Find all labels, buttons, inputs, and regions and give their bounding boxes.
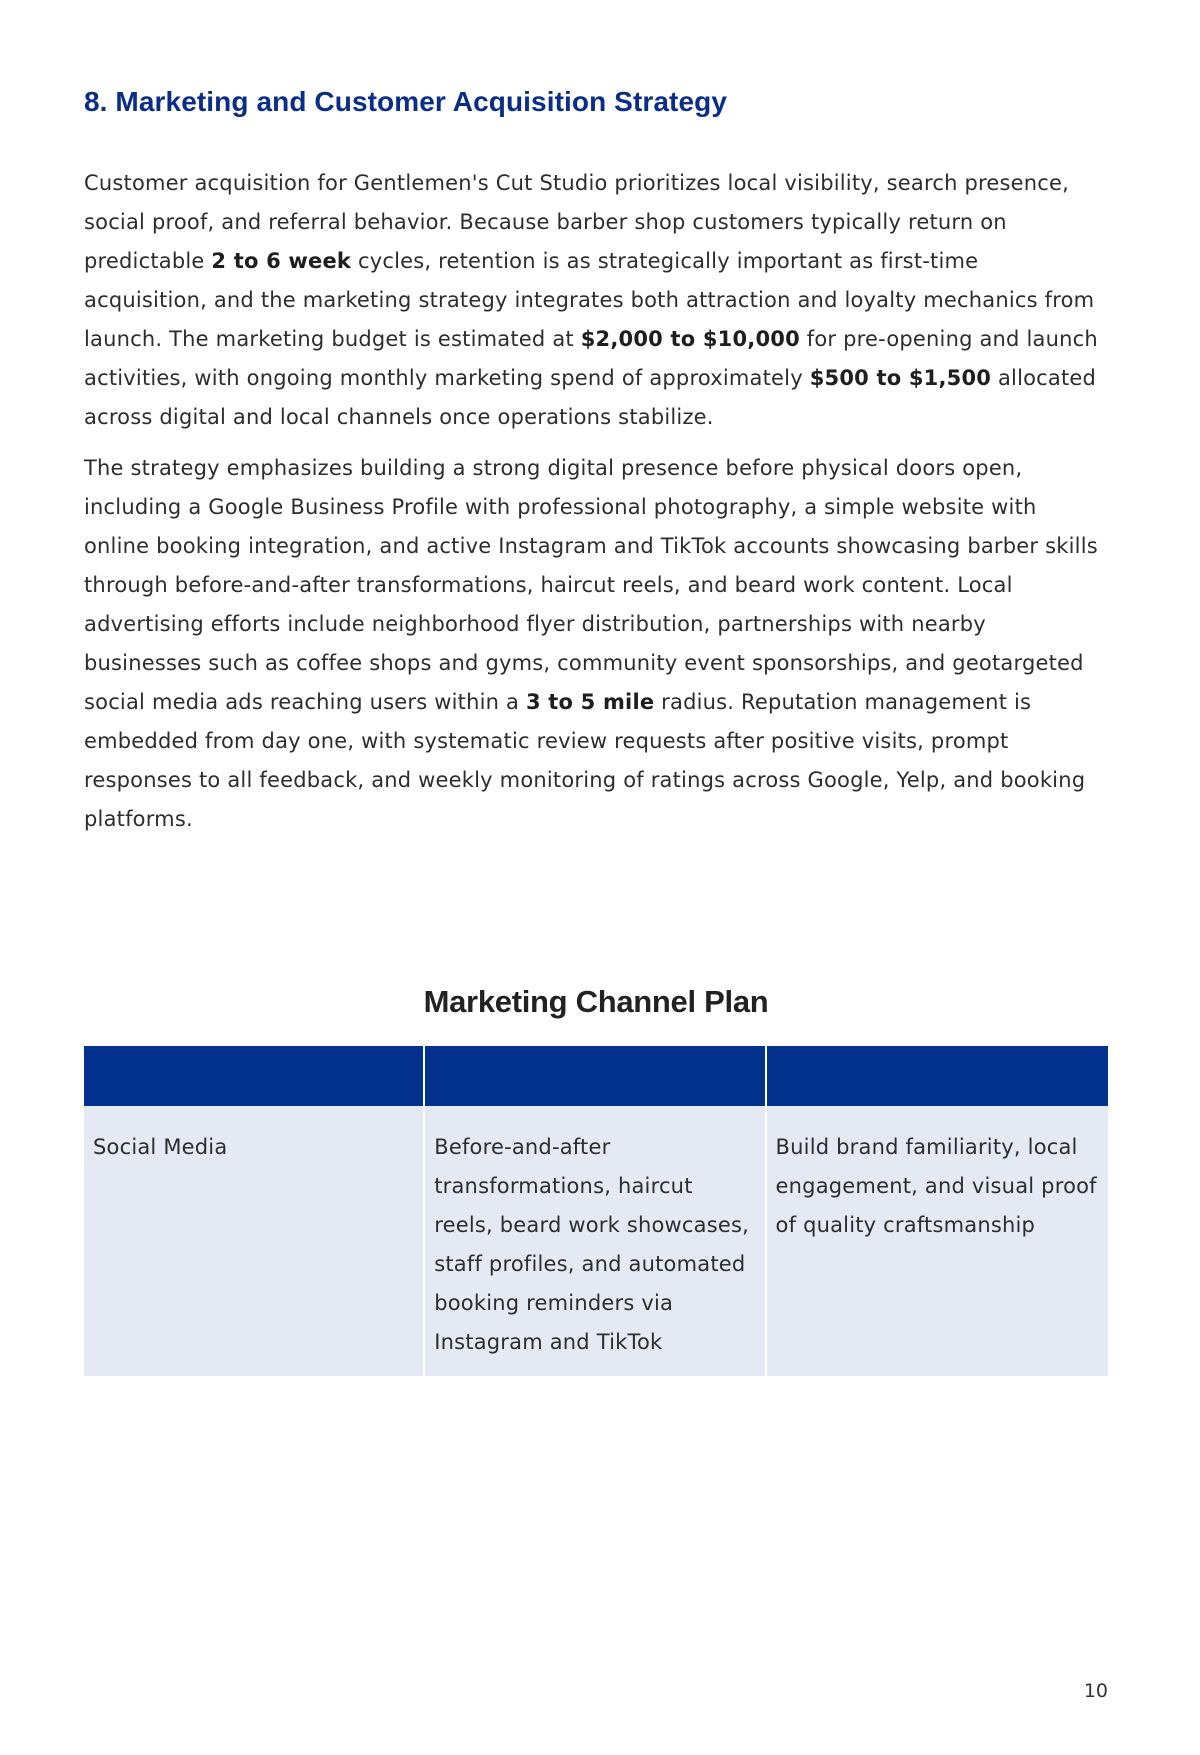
header-cell-2	[424, 1046, 765, 1106]
paragraph-1: Customer acquisition for Gentlemen's Cut Studio prioritizes local visibility, search presence, social proof, and referral behavior. Because barber shop customers typically return on predictable 2 to 6 week cycles, retention is as strategically important as first-time acquisition, and the marketing strategy integrates both attraction and loyalty mechanics from launch. The marketing budget is estimated at $2,000 to $10,000 for pre-opening and launch activities, with ongoing monthly marketing spend of approximately $500 to $1,500 allocated across digital and local channels once operations stabilize.	[84, 171, 1098, 429]
emphasis-text: 3 to 5 mile	[525, 690, 655, 714]
page-number: 10	[1083, 1680, 1108, 1702]
channel-cell: Social Media	[84, 1106, 424, 1376]
objective-cell: Build brand familiarity, local engagement, and visual proof of quality craftsmanship	[766, 1106, 1108, 1376]
header-cell-1	[84, 1046, 424, 1106]
tactics-cell: Before-and-after transformations, haircut reels, beard work showcases, staff profiles, and automated booking reminders via Instagram and TikTok	[424, 1106, 765, 1376]
emphasis-text: 2 to 6 week	[211, 249, 352, 273]
header-cell-3	[766, 1046, 1108, 1106]
table-title: Marketing Channel Plan	[423, 984, 769, 1019]
table-row	[84, 1106, 1108, 1376]
emphasis-text: $2,000 to $10,000	[580, 327, 800, 351]
emphasis-text: $500 to $1,500	[809, 366, 992, 390]
section-heading: 8. Marketing and Customer Acquisition Strategy	[84, 86, 728, 117]
table-header-row	[84, 1046, 1108, 1106]
section-body	[84, 164, 1108, 851]
paragraph-2: The strategy emphasizes building a strong digital presence before physical doors open, including a Google Business Profile with professional photography, a simple website with online booking integration, and active Instagram and TikTok accounts showcasing barber skills through before-and-after transformations, haircut reels, and beard work content. Local advertising efforts include neighborhood flyer distribution, partnerships with nearby businesses such as coffee shops and gyms, community event sponsorships, and geotargeted social media ads reaching users within a 3 to 5 mile radius. Reputation management is embedded from day one, with systematic review requests after positive visits, prompt responses to all feedback, and weekly monitoring of ratings across Google, Yelp, and booking platforms.	[84, 456, 1098, 831]
marketing-channel-table	[84, 1046, 1108, 1376]
